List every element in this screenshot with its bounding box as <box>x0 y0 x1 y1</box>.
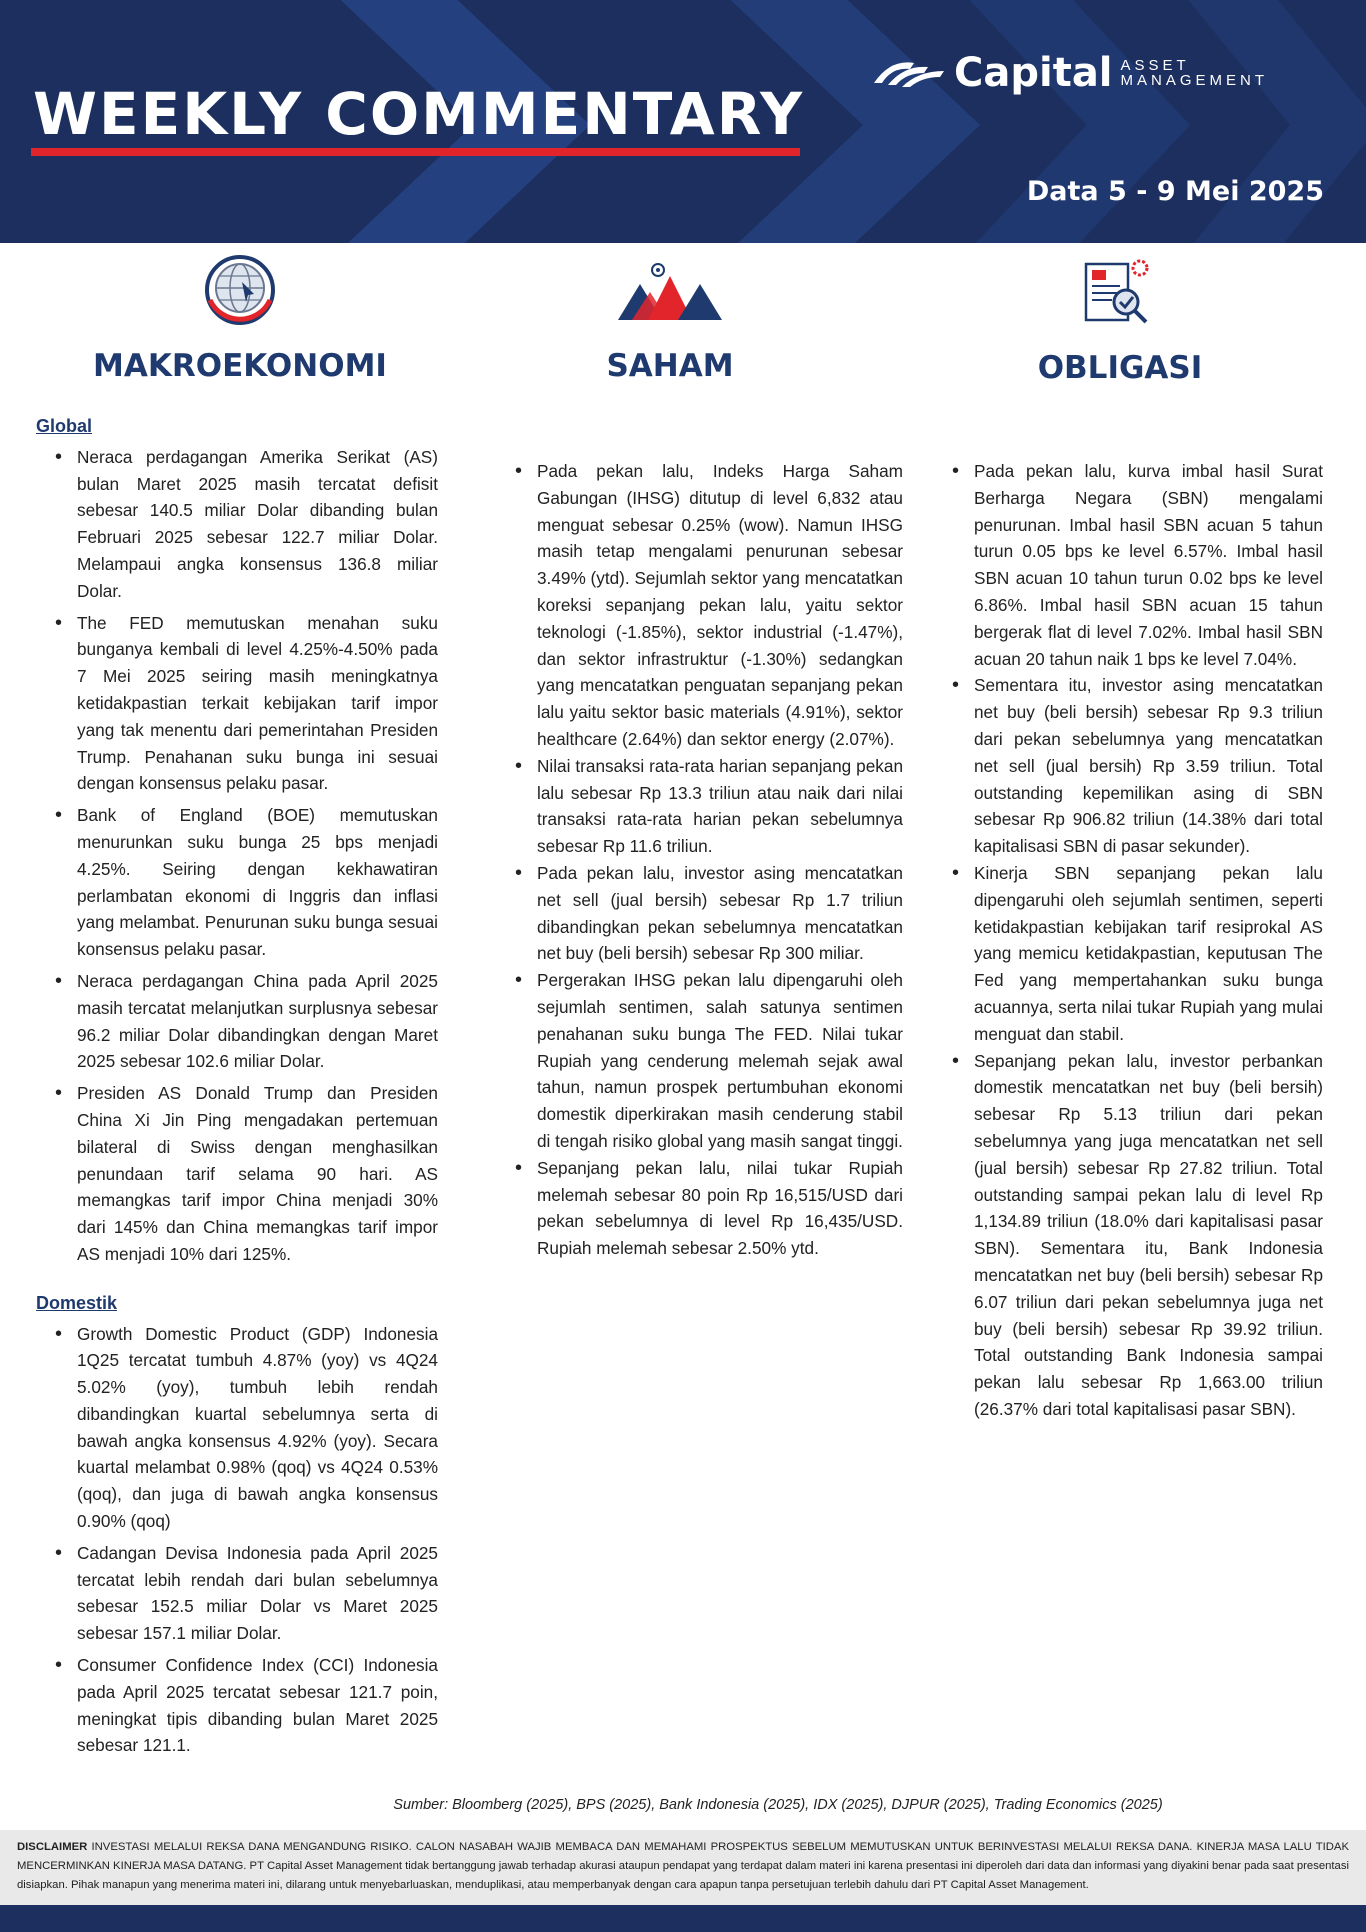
date-range: Data 5 - 9 Mei 2025 <box>1026 176 1324 207</box>
brand-logo <box>870 50 1268 96</box>
disclaimer-box <box>0 1830 1366 1905</box>
document-check-icon <box>1080 256 1160 332</box>
heading-saham: SAHAM <box>606 348 734 384</box>
brand-subtitle <box>1121 58 1269 88</box>
list-item: • Pada pekan lalu, investor asing mencatatkan net sell (jual bersih) sebesar Rp 1.7 triliun dibandingkan pekan sebelumnya mencatatkan net buy (beli bersih) sebesar Rp 300 miliar. <box>537 860 903 967</box>
list-item: • Sepanjang pekan lalu, investor perbankan domestik mencatatkan net buy (beli bersih) sebesar Rp 5.13 triliun dari pekan sebelumnya yang juga mencatatkan net sell (jual bersih) sebesar Rp 27.82 triliun. Total outstanding sampai pekan lalu di level Rp 1,134.89 triliun (18.0% dari kapitalisasi pasar SBN). Sementara itu, Bank Indonesia mencatatkan net buy (beli bersih) sebesar Rp 6.07 triliun dari pekan sebelumnya juga net buy (beli bersih) sebesar Rp 39.92 triliun. Total outstanding Bank Indonesia sampai pekan lalu sebesar Rp 1,663.00 triliun (26.37% dari total kapitalisasi pasar SBN). <box>974 1048 1323 1423</box>
mountain-chart-icon <box>618 262 722 320</box>
makroekonomi-column <box>36 413 438 1764</box>
heading-obligasi: OBLIGASI <box>1037 350 1203 386</box>
list-item: • Neraca perdagangan China pada April 2025 masih tercatat melanjutkan surplusnya sebesar 96.2 miliar Dolar dibandingkan dengan Maret 2025 sebesar 102.6 miliar Dolar. <box>77 968 438 1075</box>
brand-subtitle-line-1: ASSET <box>1120 57 1190 74</box>
list-item: • The FED memutuskan menahan suku bunganya kembali di level 4.25%-4.50% pada 7 Mei 2025 seiring masih meningkatnya ketidakpastian terkait kebijakan tarif impor yang tak menentu dari pemerintahan Presiden Trump. Penahanan suku bunga ini sesuai dengan konsensus pelaku pasar. <box>77 610 438 798</box>
domestik-list <box>36 1321 438 1760</box>
brand-name: Capital <box>954 50 1113 96</box>
global-list <box>36 444 438 1268</box>
list-item: • Pada pekan lalu, Indeks Harga Saham Gabungan (IHSG) ditutup di level 6,832 atau menguat sebesar 0.25% (wow). Namun IHSG masih tetap mengalami penurunan sebesar 3.49% (ytd). Sejumlah sektor yang mencatatkan koreksi sepanjang pekan lalu, yaitu sektor teknologi (-1.85%), sektor industrial (-1.47%), dan sektor infrastruktur (-1.30%) sedangkan yang mencatatkan penguatan sepanjang pekan lalu yaitu sektor basic materials (4.91%), sektor healthcare (2.64%) dan sektor energy (2.07%). <box>537 458 903 753</box>
heading-makroekonomi: MAKROEKONOMI <box>93 348 387 384</box>
source-citation: Sumber: Bloomberg (2025), BPS (2025), Bank Indonesia (2025), IDX (2025), DJPUR (2025), Trading Economics (2025) <box>393 1797 1163 1813</box>
list-item: • Pergerakan IHSG pekan lalu dipengaruhi oleh sejumlah sentimen, salah satunya sentimen penahanan suku bunga The FED. Nilai tukar Rupiah yang cenderung melemah sejak awal tahun, namun prospek pertumbuhan ekonomi domestik diperkirakan masih cenderung stabil di tengah risiko global yang masih sangat tinggi. <box>537 967 903 1155</box>
title-underline <box>31 148 800 156</box>
list-item: • Presiden AS Donald Trump dan Presiden China Xi Jin Ping mengadakan pertemuan bilateral di Swiss dengan menghasilkan penundaan tarif selama 90 hari. AS memangkas tarif impor China menjadi 30% dari 145% dan China memangkas tarif impor AS menjadi 10% dari 125%. <box>77 1080 438 1268</box>
list-item: • Neraca perdagangan Amerika Serikat (AS) bulan Maret 2025 masih tercatat defisit sebesar 140.5 miliar Dolar dibanding bulan Februari 2025 sebesar 122.7 miliar Dolar. Melampaui angka konsensus 136.8 miliar Dolar. <box>77 444 438 605</box>
saham-list <box>537 458 903 1262</box>
obligasi-column <box>974 458 1323 1423</box>
obligasi-list <box>974 458 1323 1423</box>
list-item: • Pada pekan lalu, kurva imbal hasil Surat Berharga Negara (SBN) mengalami penurunan. Imbal hasil SBN acuan 5 tahun turun 0.05 bps ke level 6.57%. Imbal hasil SBN acuan 10 tahun turun 0.02 bps ke level 6.86%. Imbal hasil SBN acuan 15 tahun bergerak flat di level 7.02%. Imbal hasil SBN acuan 20 tahun naik 1 bps ke level 7.04%. <box>974 458 1323 672</box>
disclaimer-label: DISCLAIMER <box>17 1841 88 1853</box>
list-item: • Sementara itu, investor asing mencatatkan net buy (beli bersih) sebesar Rp 9.3 triliun dari pekan sebelumnya yang mencatatkan net sell (jual bersih) Rp 3.59 triliun. Total outstanding kepemilikan asing di SBN sebesar Rp 906.82 triliun (14.38% dari total kapitalisasi SBN di pasar sekunder). <box>974 672 1323 860</box>
list-item: • Cadangan Devisa Indonesia pada April 2025 tercatat lebih rendah dari bulan sebelumnya sebesar 152.5 miliar Dolar vs Maret 2025 sebesar 157.1 miliar Dolar. <box>77 1540 438 1647</box>
footer-bar <box>0 1905 1366 1932</box>
section-label-domestik: Domestik <box>36 1292 118 1313</box>
section-label-global: Global <box>36 416 93 436</box>
list-item: • Consumer Confidence Index (CCI) Indonesia pada April 2025 tercatat sebesar 121.7 poin, meningkat tipis dibanding bulan Maret 2025 sebesar 121.1. <box>77 1652 438 1759</box>
list-item: • Growth Domestic Product (GDP) Indonesia 1Q25 tercatat tumbuh 4.87% (yoy) vs 4Q24 5.02% (yoy), tumbuh lebih rendah dibandingkan kuartal sebelumnya serta di bawah angka konsensus 4.92% (yoy). Secara kuartal melambat 0.98% (qoq) vs 4Q24 0.53% (qoq), dan juga di bawah angka konsensus 0.90% (qoq) <box>77 1321 438 1535</box>
disclaimer-text: INVESTASI MELALUI REKSA DANA MENGANDUNG RISIKO. CALON NASABAH WAJIB MEMBACA DAN MEMAHAMI PROSPEKTUS SEBELUM MEMUTUSKAN UNTUK BERINVESTASI MELALUI REKSA DANA. KINERJA MASA LALU TIDAK MENCERMINKAN KINERJA MASA DATANG. PT Capital Asset Management tidak bertanggung jawab terhadap akurasi ataupun pendapat yang terdapat dalam materi ini karena presentasi ini diperoleh dari data dan informasi yang diyakini benar pada saat presentasi disiapkan. Pihak manapun yang menerima materi ini, dilarang untuk menyebarluaskan, menduplikasi, atau memperbanyak dengan cara apapun tanpa persetujuan terlebih dahulu dari PT Capital Asset Management. <box>17 1841 1349 1891</box>
saham-column <box>537 458 903 1262</box>
list-item: • Sepanjang pekan lalu, nilai tukar Rupiah melemah sebesar 80 poin Rp 16,515/USD dari pekan sebelumnya di level Rp 16,435/USD. Rupiah melemah sebesar 2.50% ytd. <box>537 1155 903 1262</box>
capital-logo-icon <box>870 53 950 93</box>
list-item: • Bank of England (BOE) memutuskan menurunkan suku bunga 25 bps menjadi 4.25%. Seiring dengan kekhawatiran perlambatan ekonomi di Inggris dan inflasi yang melambat. Penurunan suku bunga sesuai konsensus pelaku pasar. <box>77 802 438 963</box>
globe-icon <box>202 252 278 330</box>
list-item: • Nilai transaksi rata-rata harian sepanjang pekan lalu sebesar Rp 13.3 triliun atau naik dari nilai transaksi rata-rata harian pekan sebelumnya sebesar Rp 11.6 triliun. <box>537 753 903 860</box>
header-banner <box>0 0 1366 243</box>
page-title: WEEKLY COMMENTARY <box>33 80 805 148</box>
list-item: • Kinerja SBN sepanjang pekan lalu dipengaruhi oleh sejumlah sentimen, seperti ketidakpastian kebijakan tarif resiprokal AS yang memicu ketidakpastian, keputusan The Fed yang mempertahankan suku bunga acuannya, serta nilai tukar Rupiah yang mulai menguat dan stabil. <box>974 860 1323 1048</box>
brand-subtitle-line-2: MANAGEMENT <box>1120 72 1269 89</box>
